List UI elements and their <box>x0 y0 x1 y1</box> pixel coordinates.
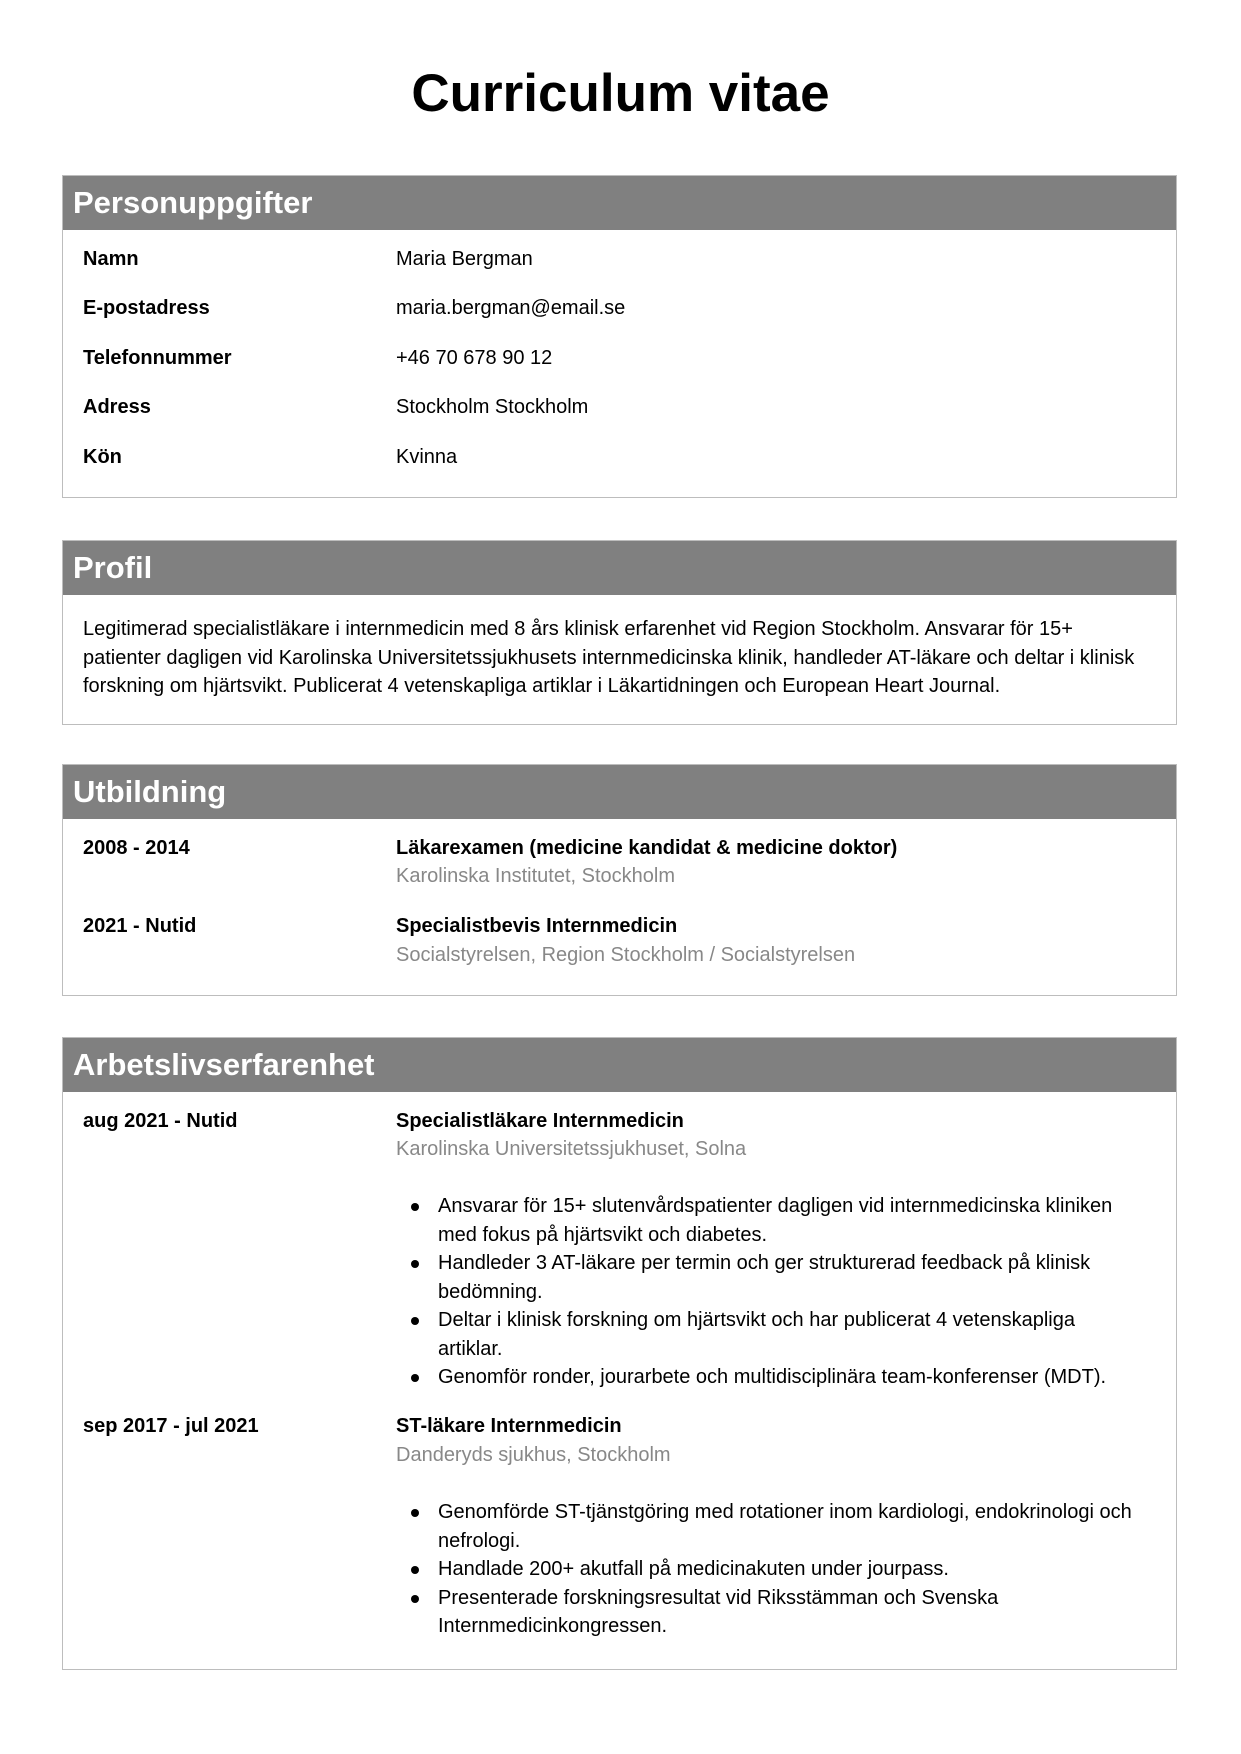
name-value: Maria Bergman <box>396 248 533 270</box>
bullet-text: Handlade 200+ akutfall på medicinakuten under jourpass. <box>438 1558 949 1580</box>
job-bullet-list <box>396 1498 1136 1641</box>
bullet-dot-icon <box>411 1260 419 1268</box>
education-institution: Socialstyrelsen, Region Stockholm / Socialstyrelsen <box>396 944 856 966</box>
gender-label: Kön <box>83 446 122 468</box>
page-title: Curriculum vitae <box>411 64 830 123</box>
experience-heading: Arbetslivserfarenhet <box>63 1038 1176 1092</box>
job-employer: Karolinska Universitetssjukhuset, Solna <box>396 1138 747 1160</box>
personal-info-section <box>62 175 1177 498</box>
email-label: E-postadress <box>83 297 210 319</box>
bullet-text: Genomförde ST-tjänstgöring med rotationer inom kardiologi, endokrinologi och nefrologi. <box>438 1501 1132 1552</box>
education-period: 2008 - 2014 <box>83 837 190 859</box>
bullet-text: Ansvarar för 15+ slutenvårdspatienter dagligen vid internmedicinska kliniken med fokus på hjärtsvikt och diabetes. <box>438 1195 1113 1246</box>
job-bullet-list <box>396 1192 1136 1392</box>
phone-label: Telefonnummer <box>83 347 232 369</box>
bullet-dot-icon <box>411 1566 419 1574</box>
job-period: sep 2017 - jul 2021 <box>83 1415 259 1437</box>
profile-heading: Profil <box>63 541 1176 595</box>
address-label: Adress <box>83 396 151 418</box>
bullet-text: Deltar i klinisk forskning om hjärtsvikt och har publicerat 4 vetenskapliga artiklar. <box>438 1309 1075 1360</box>
profile-text: Legitimerad specialistläkare i internmedicin med 8 års klinisk erfarenhet vid Region Stockholm. Ansvarar för 15+ patienter dagligen vid Karolinska Universitetssjukhusets internmedicinska klinik, handleder AT-läkare och deltar i klinisk forskning om hjärtsvikt. Publicerat 4 vetenskapliga artiklar i Läkartidningen och European Heart Journal. <box>83 618 1135 697</box>
name-label: Namn <box>83 248 139 270</box>
education-section <box>62 764 1177 996</box>
bullet-item <box>396 1306 1136 1363</box>
education-title: Läkarexamen (medicine kandidat & medicine doktor) <box>396 837 898 859</box>
bullet-text: Presenterade forskningsresultat vid Riksstämman och Svenska Internmedicinkongressen. <box>438 1586 999 1637</box>
experience-section <box>62 1037 1177 1670</box>
education-title: Specialistbevis Internmedicin <box>396 915 678 937</box>
job-title: Specialistläkare Internmedicin <box>396 1110 684 1132</box>
education-period: 2021 - Nutid <box>83 915 197 937</box>
bullet-item <box>396 1249 1136 1306</box>
address-value: Stockholm Stockholm <box>396 396 589 418</box>
personal-info-heading: Personuppgifter <box>63 176 1176 230</box>
phone-value: +46 70 678 90 12 <box>396 347 553 369</box>
education-institution: Karolinska Institutet, Stockholm <box>396 865 676 887</box>
bullet-item <box>396 1584 1136 1641</box>
bullet-dot-icon <box>411 1374 419 1382</box>
bullet-dot-icon <box>411 1509 419 1517</box>
bullet-item <box>396 1498 1136 1555</box>
bullet-text: Handleder 3 AT-läkare per termin och ger strukturerad feedback på klinisk bedömning. <box>438 1252 1091 1303</box>
job-employer: Danderyds sjukhus, Stockholm <box>396 1444 671 1466</box>
bullet-dot-icon <box>411 1203 419 1211</box>
gender-value: Kvinna <box>396 446 458 468</box>
bullet-dot-icon <box>411 1595 419 1603</box>
bullet-item <box>396 1555 1136 1584</box>
bullet-item <box>396 1192 1136 1249</box>
education-heading: Utbildning <box>63 765 1176 819</box>
bullet-item <box>396 1363 1136 1392</box>
job-period: aug 2021 - Nutid <box>83 1110 238 1132</box>
bullet-dot-icon <box>411 1317 419 1325</box>
email-value: maria.bergman@email.se <box>396 297 626 319</box>
bullet-text: Genomför ronder, jourarbete och multidisciplinära team-konferenser (MDT). <box>438 1366 1107 1388</box>
profile-section <box>62 540 1177 725</box>
job-title: ST-läkare Internmedicin <box>396 1415 622 1437</box>
